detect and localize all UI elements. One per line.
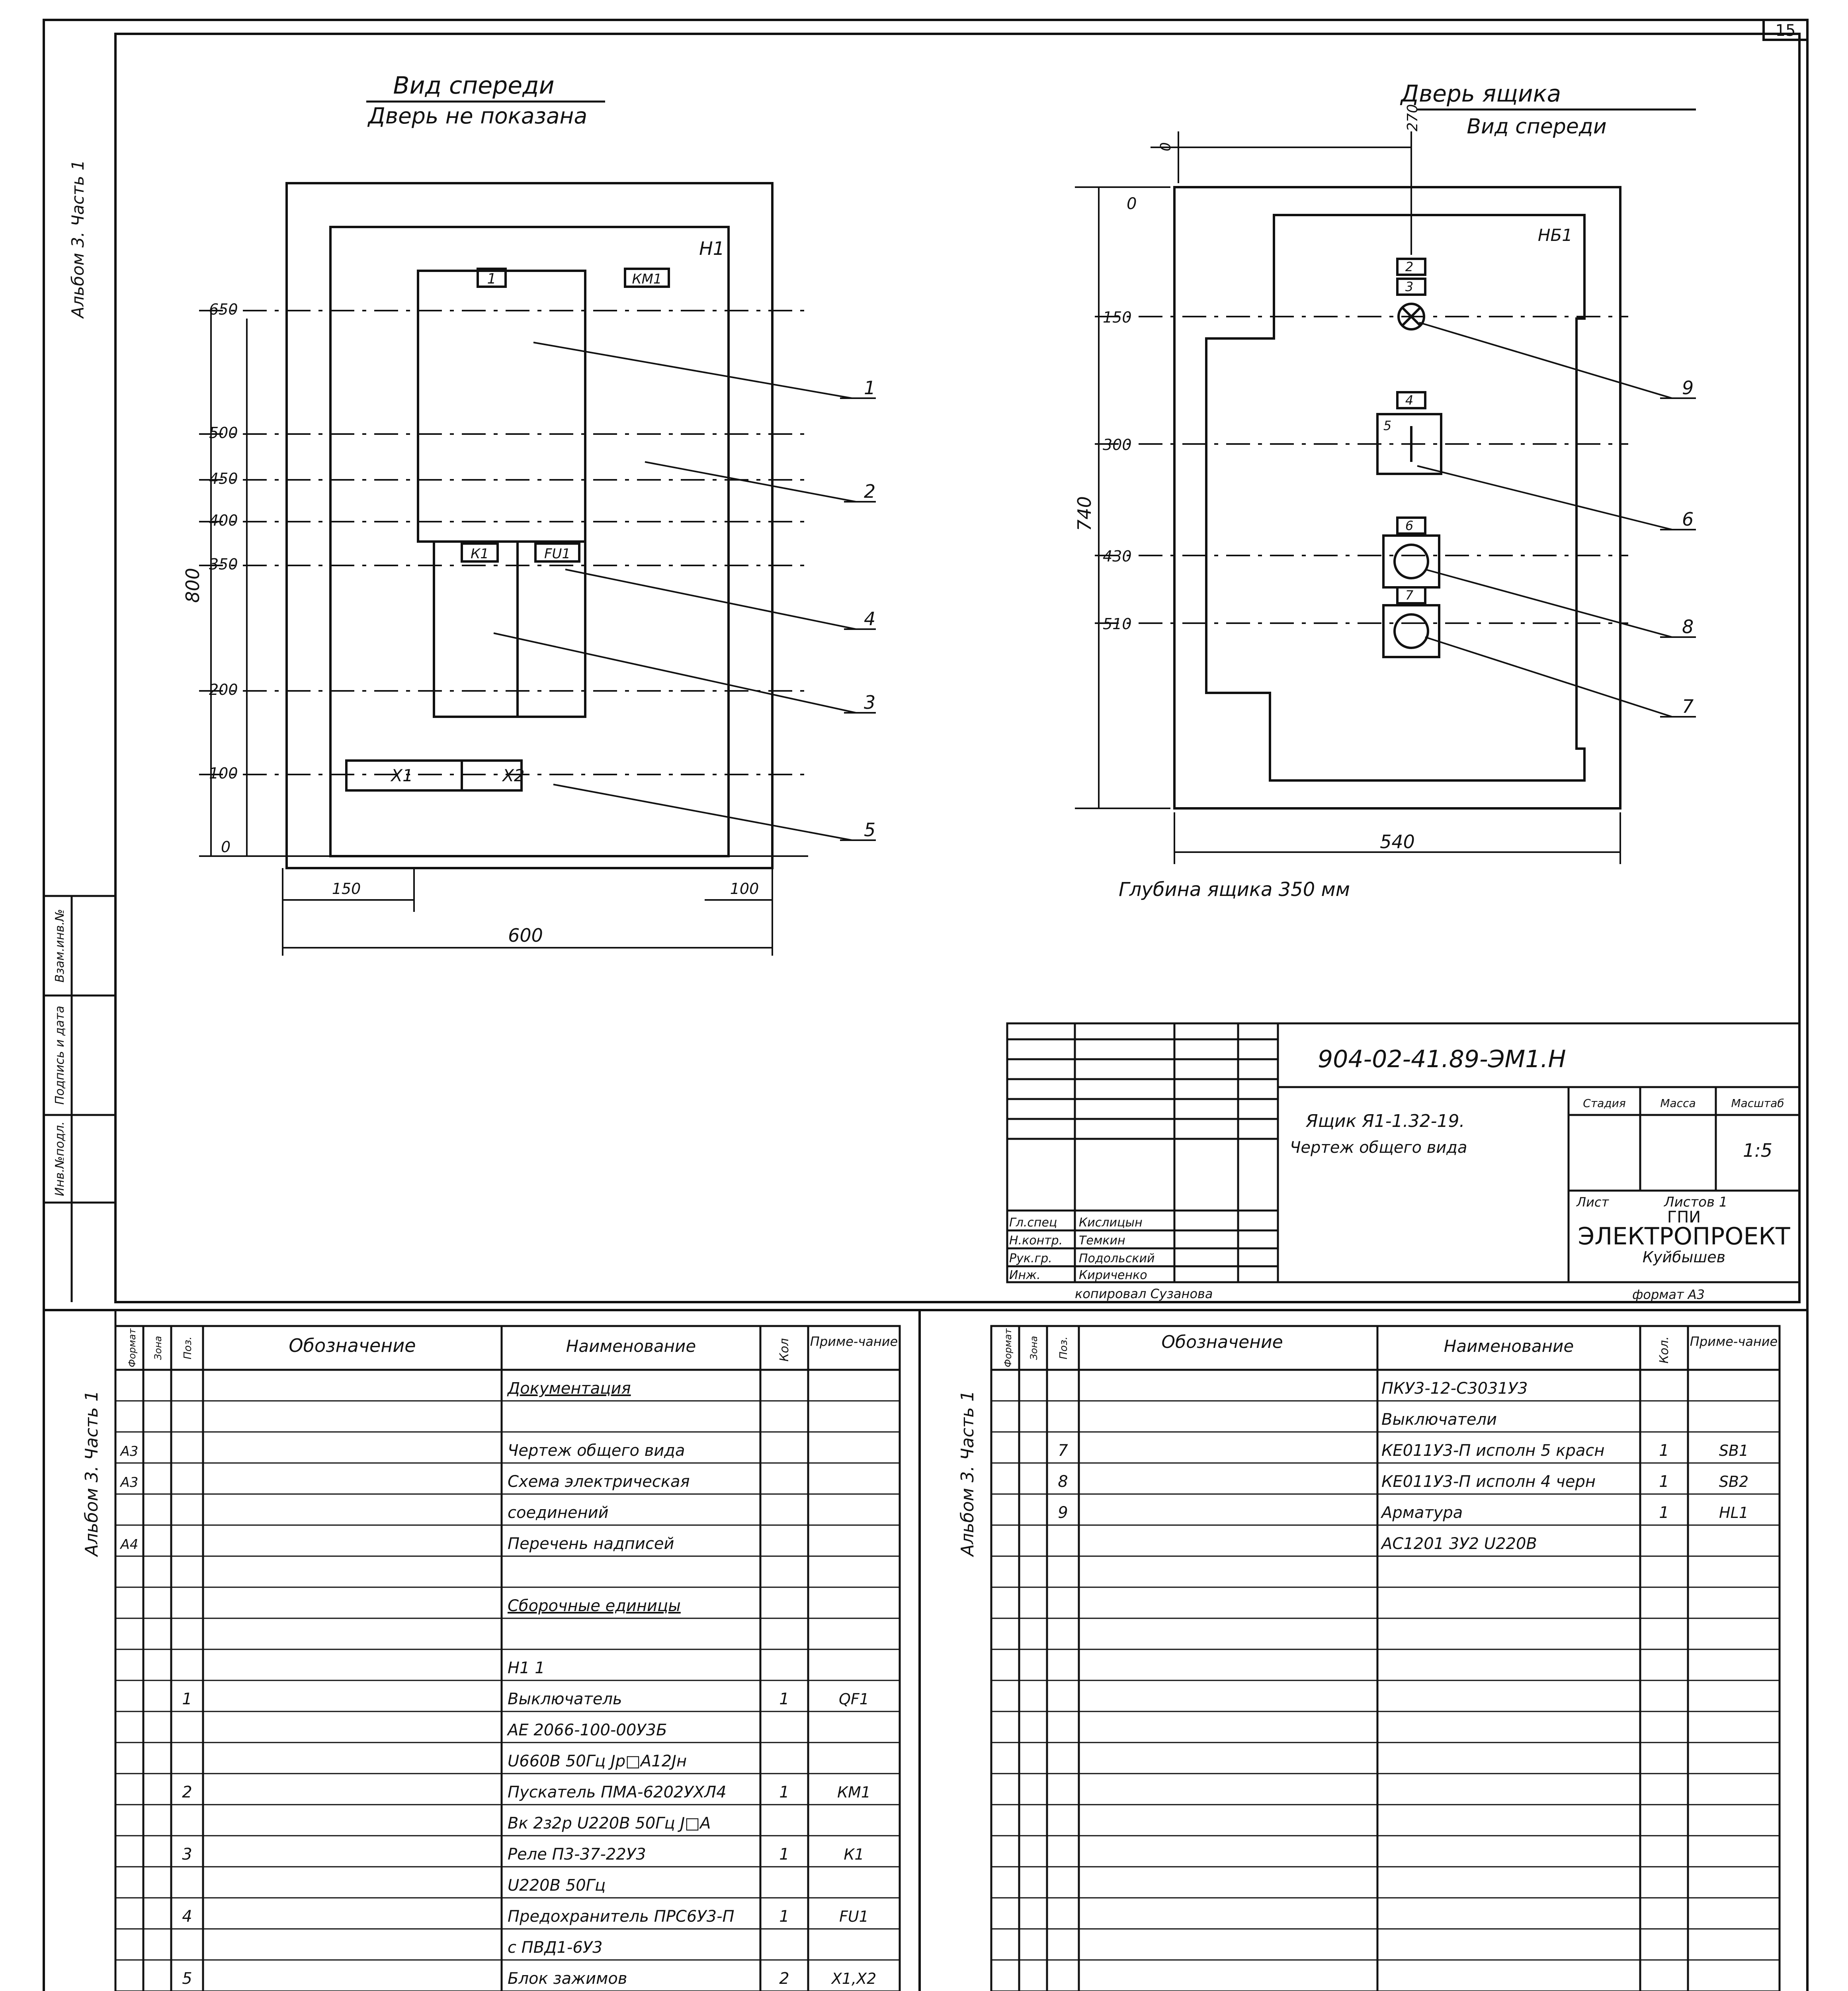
front-callout-1: 1 [864, 377, 876, 399]
front-tick-0: 0 [221, 838, 231, 856]
top-stamp-name-1: Кислицын [1079, 1216, 1143, 1230]
pos-cell: 8 [1058, 1473, 1068, 1491]
top-stamp-title1: Ящик Я1-1.32-19. [1306, 1111, 1465, 1131]
note-cell: QF1 [839, 1690, 869, 1708]
front-width-dim: 600 [508, 925, 543, 946]
top-drawing-frame [115, 34, 1799, 1302]
top-side-cell-2: Подпись и дата [53, 1005, 67, 1105]
name-cell: Арматура [1381, 1504, 1463, 1522]
name-cell: КЕ011У3-П исполн 5 красн [1381, 1441, 1605, 1460]
pos-cell: 1 [182, 1690, 192, 1708]
br-hdr-note: Приме-чание [1690, 1334, 1778, 1349]
front-view [182, 72, 876, 956]
table-row [1058, 1504, 1748, 1522]
name-cell: Пускатель ПМА-6202УХЛ4 [508, 1783, 727, 1801]
name-cell: Выключатели [1381, 1410, 1497, 1429]
door-view-title: Дверь ящика [1401, 80, 1561, 107]
door-tick-430: 430 [1103, 548, 1132, 565]
door-callout-9: 9 [1682, 377, 1694, 399]
name-cell: Перечень надписей [508, 1535, 674, 1553]
front-tick-100: 100 [209, 765, 238, 782]
pos-cell: 5 [182, 1969, 192, 1988]
door-width-dim: 540 [1380, 831, 1415, 853]
top-stamp-org-gip: ГПИ [1667, 1208, 1701, 1226]
format-cell: А4 [120, 1537, 139, 1553]
top-stamp-name-2: Темкин [1079, 1234, 1125, 1248]
br-hdr-zone: Зона [1028, 1336, 1039, 1360]
door-comp-6: 6 [1405, 518, 1414, 533]
front-right-offset: 100 [730, 880, 759, 898]
top-side-label: Альбом 3. Часть 1 [68, 160, 88, 318]
br-hdr-designation: Обозначение [1161, 1332, 1283, 1352]
pos-cell: 3 [182, 1845, 192, 1864]
table-row [1381, 1410, 1497, 1429]
qty-cell: 1 [1659, 1504, 1669, 1522]
top-stamp-role-1: Гл.спец [1009, 1216, 1057, 1230]
br-hdr-qty: Кол. [1657, 1336, 1671, 1364]
front-view-subtitle: Дверь не показана [368, 103, 588, 129]
note-cell: К1 [844, 1846, 864, 1863]
qty-cell: 1 [1659, 1441, 1669, 1460]
table-row [508, 1814, 711, 1833]
front-tick-650: 650 [209, 301, 238, 318]
top-stamp-role-2: Н.контр. [1009, 1234, 1063, 1248]
top-stamp-mass-header: Масса [1660, 1097, 1696, 1110]
door-top-tick-270: 270 [1405, 104, 1421, 131]
front-comp-1: 1 [487, 271, 496, 287]
front-height-dim: 800 [182, 568, 203, 603]
bl-hdr-qty: Кол [777, 1338, 791, 1362]
qty-cell: 2 [779, 1969, 789, 1988]
br-hdr-name: Наименование [1444, 1336, 1574, 1356]
front-comp-km1: КМ1 [632, 271, 662, 287]
top-stamp-stage-header: Стадия [1583, 1097, 1626, 1110]
top-title-block [1007, 1023, 1799, 1302]
top-stamp-name-4: Кириченко [1079, 1268, 1147, 1282]
table-row [508, 1876, 606, 1895]
table-row [1058, 1473, 1748, 1491]
front-tick-450: 450 [209, 470, 238, 487]
name-cell: Реле П3-37-22У3 [508, 1845, 646, 1864]
qty-cell: 1 [779, 1783, 789, 1801]
name-cell: Предохранитель ПРС6У3-П [508, 1907, 735, 1926]
table-row [508, 1752, 687, 1770]
top-stamp-copied-by: копировал Сузанова [1075, 1286, 1213, 1301]
table-row [506, 1721, 667, 1739]
name-cell: Выключатель [508, 1690, 622, 1708]
top-stamp-role-4: Инж. [1009, 1268, 1041, 1282]
table-row [182, 1969, 876, 1988]
bottom-right-frame [920, 1310, 1807, 1991]
name-cell: Блок зажимов [508, 1969, 627, 1988]
top-stamp-scale: 1:5 [1743, 1140, 1773, 1161]
pos-cell: 2 [182, 1783, 192, 1801]
sheet-number: 15 [1775, 22, 1796, 40]
front-view-title: Вид спереди [393, 72, 555, 100]
table-row [182, 1783, 871, 1801]
front-comp-x1: Х1 [391, 766, 413, 785]
name-cell: КЕ011У3-П исполн 4 черн [1381, 1473, 1596, 1491]
table-row [508, 1597, 681, 1615]
note-cell: КМ1 [837, 1784, 871, 1801]
bottom-right-spec [920, 1326, 1780, 1991]
front-callout-5: 5 [864, 819, 876, 841]
qty-cell: 1 [779, 1907, 789, 1926]
front-panel-label: Н1 [699, 238, 725, 259]
top-stamp-title2: Чертеж общего вида [1290, 1138, 1467, 1157]
top-side-cell-1: Взам.инв.№ [53, 909, 67, 983]
br-hdr-format: Формат [1002, 1328, 1014, 1367]
front-comp-k1: К1 [471, 546, 489, 562]
top-stamp-role-3: Рук.гр. [1009, 1252, 1052, 1265]
door-panel-label: НБ1 [1537, 225, 1573, 245]
name-cell: U220В 50Гц [508, 1876, 606, 1895]
name-cell: Вк 2з2р U220В 50Гц J□А [508, 1814, 711, 1833]
table-row [508, 1504, 609, 1522]
note-cell: SB2 [1719, 1473, 1749, 1490]
front-tick-350: 350 [209, 555, 238, 573]
bl-hdr-name: Наименование [566, 1336, 696, 1356]
front-comp-x2: Х2 [502, 766, 525, 785]
qty-cell: 1 [779, 1845, 789, 1864]
format-cell: А3 [120, 1443, 139, 1459]
front-tick-400: 400 [209, 512, 238, 529]
front-callout-3: 3 [864, 692, 876, 713]
bl-hdr-designation: Обозначение [289, 1335, 416, 1356]
name-cell: Сборочные единицы [508, 1597, 681, 1615]
top-sheet-frame [44, 20, 1807, 1310]
name-cell: АЕ 2066-100-00У3Б [508, 1721, 667, 1739]
door-callout-7: 7 [1682, 696, 1694, 717]
note-cell: Х1,Х2 [831, 1970, 877, 1987]
top-stamp-sheets-label: Листов 1 [1664, 1194, 1728, 1210]
qty-cell: 1 [1659, 1473, 1669, 1491]
door-tick-300: 300 [1103, 436, 1132, 454]
front-left-offset: 150 [332, 880, 361, 898]
door-view-subtitle: Вид спереди [1467, 115, 1607, 139]
front-comp-fu1: FU1 [544, 546, 571, 562]
note-cell: FU1 [839, 1908, 869, 1925]
name-cell: соединений [508, 1504, 609, 1522]
name-cell: ПКУ3-12-С3031У3 [1381, 1379, 1528, 1398]
top-stamp-scale-header: Масштаб [1731, 1097, 1784, 1110]
name-cell: АС1201 3У2 U220В [1381, 1535, 1537, 1553]
top-stamp-name-3: Подольский [1079, 1252, 1155, 1265]
pos-cell: 4 [182, 1907, 192, 1926]
table-row [182, 1845, 864, 1864]
door-comp-3: 3 [1405, 279, 1414, 294]
table-row [120, 1441, 685, 1460]
top-stamp-code: 904-02-41.89-ЭМ1.Н [1318, 1045, 1566, 1073]
table-row [1381, 1379, 1528, 1398]
door-comp-2: 2 [1405, 259, 1414, 274]
name-cell: U660В 50Гц Jр□А12Jн [508, 1752, 687, 1770]
table-row [508, 1659, 545, 1677]
door-tick-150: 150 [1103, 309, 1132, 326]
note-cell: НL1 [1719, 1504, 1748, 1522]
br-side-label: Альбом 3. Часть 1 [957, 1390, 978, 1557]
qty-cell: 1 [779, 1690, 789, 1708]
name-cell: Схема электрическая [508, 1473, 690, 1491]
door-depth-note: Глубина ящика 350 мм [1119, 878, 1350, 901]
door-view [1074, 80, 1696, 901]
front-callout-2: 2 [864, 481, 876, 502]
door-comp-5: 5 [1383, 418, 1392, 433]
door-tick-0: 0 [1127, 195, 1137, 213]
pos-cell: 9 [1058, 1504, 1068, 1522]
format-cell: А3 [120, 1475, 139, 1490]
bl-hdr-zone: Зона [152, 1336, 164, 1360]
front-tick-200: 200 [209, 681, 238, 698]
bottom-left-spec [44, 1310, 900, 1991]
table-row [1380, 1535, 1537, 1553]
door-comp-7: 7 [1405, 588, 1414, 603]
door-callout-8: 8 [1682, 616, 1694, 638]
bl-side-label: Альбом 3. Часть 1 [82, 1390, 102, 1557]
bl-hdr-pos: Поз. [182, 1336, 194, 1359]
name-cell: Чертеж общего вида [508, 1441, 685, 1460]
top-stamp-org-city: Куйбышев [1642, 1248, 1726, 1266]
bottom-left-frame [44, 1310, 920, 1991]
door-height-dim: 740 [1074, 496, 1095, 531]
top-stamp-org-name: ЭЛЕКТРОПРОЕКТ [1578, 1222, 1790, 1250]
table-row [1058, 1441, 1748, 1460]
pos-cell: 7 [1058, 1441, 1068, 1460]
top-side-cell-3: Инв.№подл. [53, 1121, 67, 1196]
table-row [182, 1690, 869, 1708]
bl-hdr-format: Формат [127, 1328, 138, 1367]
note-cell: SB1 [1719, 1442, 1749, 1459]
name-cell: Документация [508, 1379, 631, 1398]
front-callout-4: 4 [864, 608, 876, 630]
name-cell: Н1 1 [508, 1659, 545, 1677]
door-comp-4: 4 [1405, 393, 1414, 408]
br-hdr-pos: Поз. [1058, 1336, 1070, 1359]
name-cell: с ПВД1-6У3 [508, 1938, 603, 1957]
bl-hdr-note: Приме-чание [810, 1334, 898, 1349]
table-row [182, 1907, 869, 1926]
table-row [507, 1379, 631, 1398]
door-top-tick-0: 0 [1158, 142, 1174, 151]
table-row [120, 1473, 690, 1491]
top-stamp-sheet-label: Лист [1576, 1195, 1609, 1210]
door-tick-510: 510 [1103, 615, 1132, 633]
top-stamp-format: формат А3 [1632, 1287, 1705, 1302]
door-callout-6: 6 [1682, 509, 1694, 530]
front-tick-500: 500 [209, 424, 238, 442]
table-row [508, 1938, 603, 1957]
